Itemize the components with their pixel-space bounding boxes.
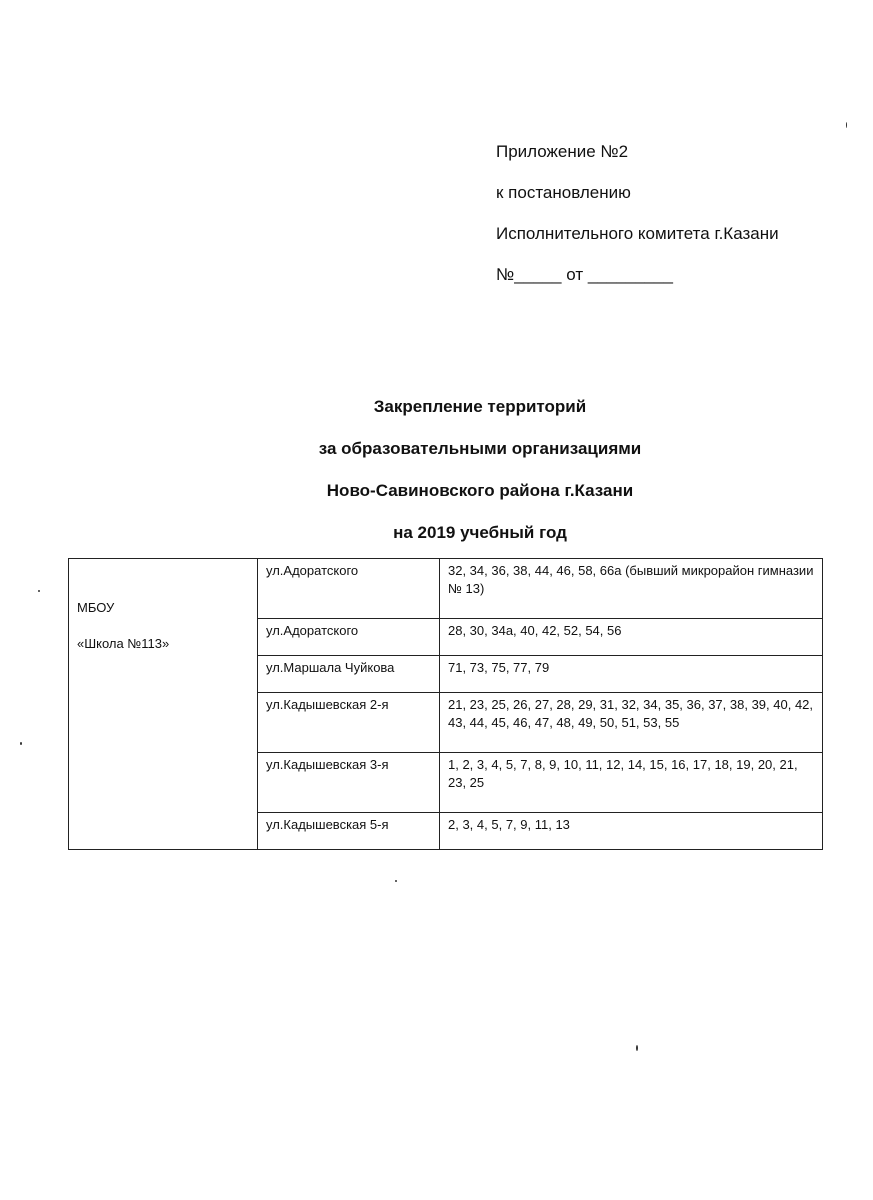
houses-cell: 1, 2, 3, 4, 5, 7, 8, 9, 10, 11, 12, 14, 15, 16, 17, 18, 19, 20, 21, 23, 25 <box>440 753 823 813</box>
houses-cell: 32, 34, 36, 38, 44, 46, 58, 66а (бывший микрорайон гимназии № 13) <box>440 559 823 619</box>
scan-speck <box>846 122 847 128</box>
school-cell <box>69 559 258 850</box>
street-cell: ул.Адоратского <box>258 559 440 619</box>
document-title <box>0 397 873 565</box>
street-cell: ул.Кадышевская 5-я <box>258 813 440 850</box>
appendix-number-date: №_____ от _________ <box>496 265 673 284</box>
title-line-2: за образовательными организациями <box>318 439 642 458</box>
appendix-number: Приложение №2 <box>496 142 629 161</box>
scan-speck <box>636 1045 638 1051</box>
title-line-1: Закрепление территорий <box>373 397 587 416</box>
scan-speck <box>20 742 22 745</box>
school-type: МБОУ <box>77 600 115 615</box>
territory-table <box>68 558 823 850</box>
school-name: «Школа №113» <box>77 636 170 651</box>
houses-cell: 2, 3, 4, 5, 7, 9, 11, 13 <box>440 813 823 850</box>
street-cell: ул.Адоратского <box>258 619 440 656</box>
title-line-3: Ново-Савиновского района г.Казани <box>326 481 634 500</box>
appendix-to-resolution: к постановлению <box>496 183 631 202</box>
houses-cell: 21, 23, 25, 26, 27, 28, 29, 31, 32, 34, 35, 36, 37, 38, 39, 40, 42, 43, 44, 45, 46, 47, 48, 49, 50, 51, 53, 55 <box>440 693 823 753</box>
houses-cell: 28, 30, 34а, 40, 42, 52, 54, 56 <box>440 619 823 656</box>
street-cell: ул.Кадышевская 2-я <box>258 693 440 753</box>
table-row <box>69 559 823 619</box>
appendix-issuer: Исполнительного комитета г.Казани <box>496 224 779 243</box>
scan-speck <box>395 880 397 882</box>
title-line-4: на 2019 учебный год <box>393 523 567 542</box>
houses-cell: 71, 73, 75, 77, 79 <box>440 656 823 693</box>
appendix-header <box>496 142 779 306</box>
street-cell: ул.Маршала Чуйкова <box>258 656 440 693</box>
scan-speck <box>38 590 40 592</box>
street-cell: ул.Кадышевская 3-я <box>258 753 440 813</box>
